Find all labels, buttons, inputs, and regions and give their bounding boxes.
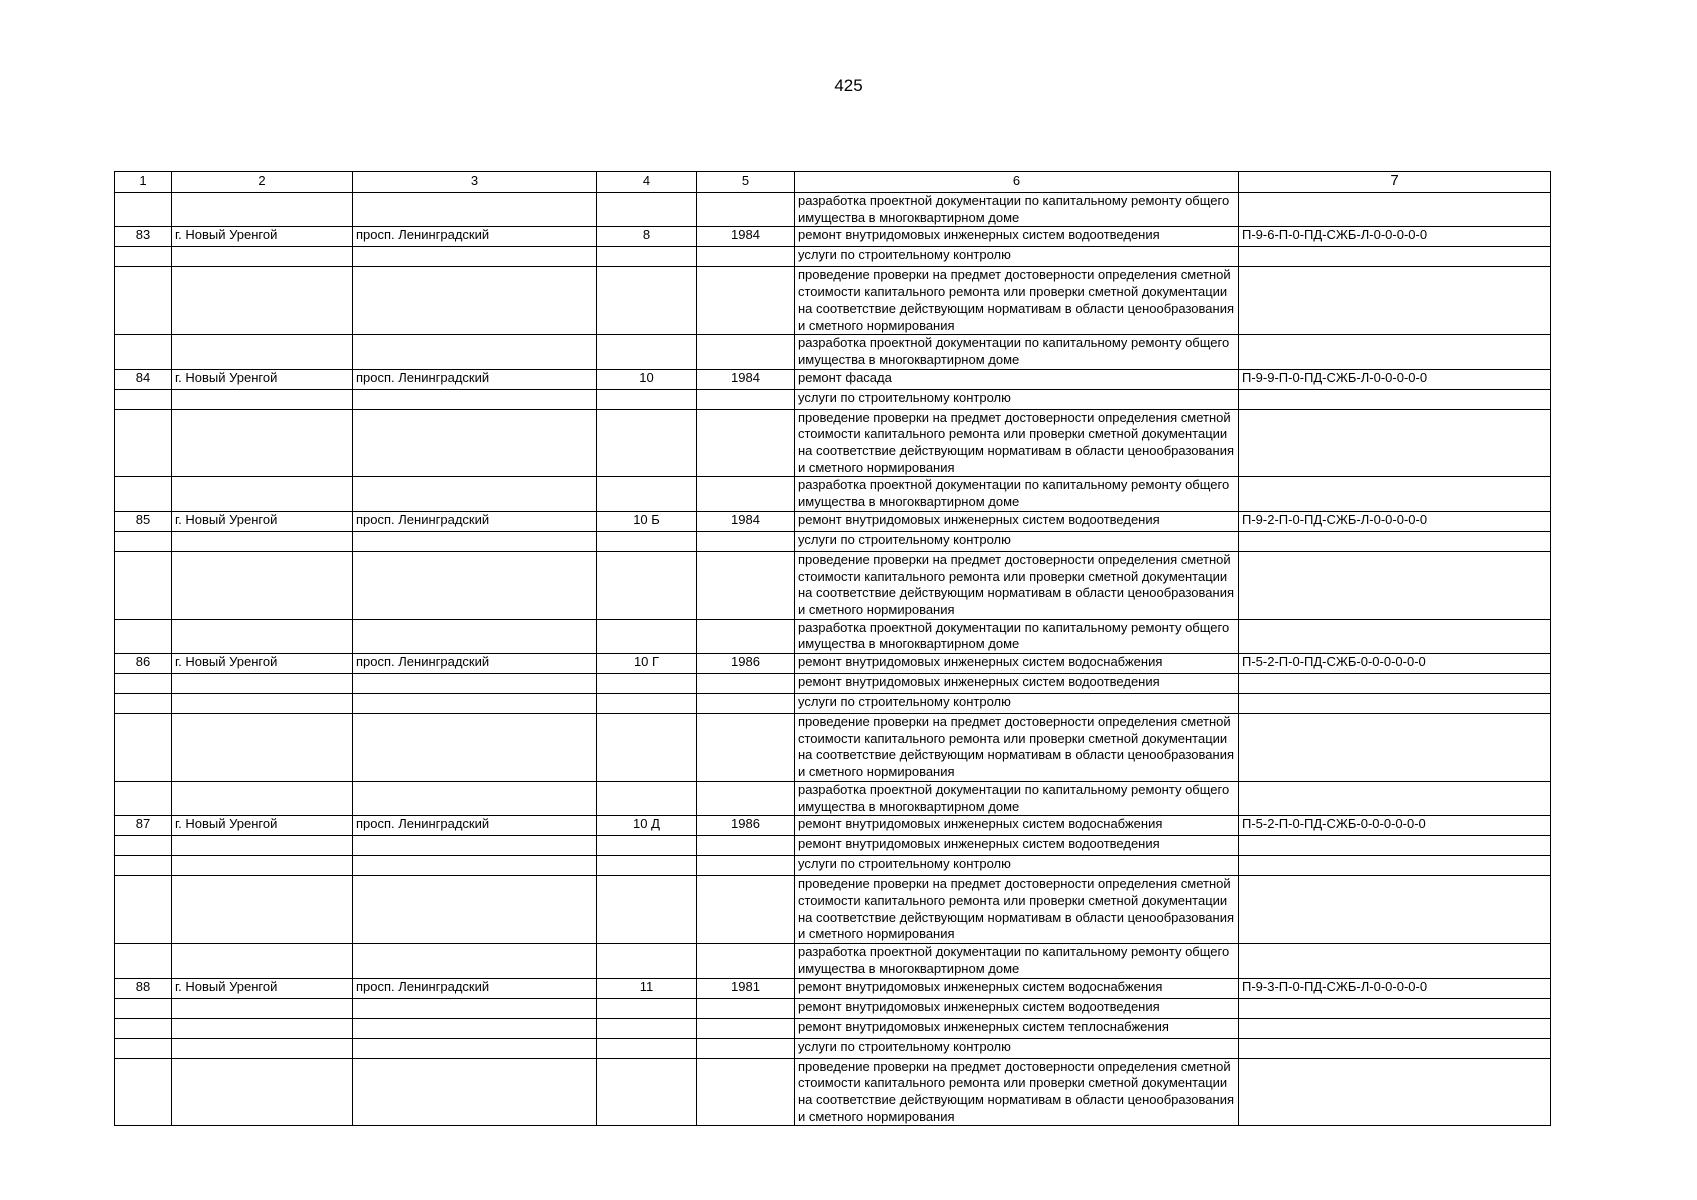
house-number-cell bbox=[597, 409, 697, 477]
table-row bbox=[115, 1018, 1551, 1038]
row-number bbox=[115, 267, 172, 335]
house-number-cell bbox=[597, 551, 697, 619]
year-cell bbox=[697, 836, 795, 856]
table-row bbox=[115, 531, 1551, 551]
house-number-cell bbox=[597, 998, 697, 1018]
house-number-cell bbox=[597, 1038, 697, 1058]
row-number: 84 bbox=[115, 369, 172, 389]
code-cell bbox=[1239, 551, 1551, 619]
row-number bbox=[115, 531, 172, 551]
year-cell: 1984 bbox=[697, 511, 795, 531]
city-cell bbox=[172, 714, 353, 782]
house-number-cell: 10 Б bbox=[597, 511, 697, 531]
column-header: 1 bbox=[115, 172, 172, 193]
city-cell: г. Новый Уренгой bbox=[172, 369, 353, 389]
table-row bbox=[115, 856, 1551, 876]
code-cell bbox=[1239, 619, 1551, 653]
street-cell bbox=[353, 247, 597, 267]
year-cell bbox=[697, 876, 795, 944]
work-type-cell: услуги по строительному контролю bbox=[795, 389, 1239, 409]
work-type-cell: услуги по строительному контролю bbox=[795, 247, 1239, 267]
house-number-cell bbox=[597, 531, 697, 551]
work-type-cell: ремонт внутридомовых инженерных систем водоотведения bbox=[795, 511, 1239, 531]
code-cell bbox=[1239, 267, 1551, 335]
table-row bbox=[115, 694, 1551, 714]
street-cell: просп. Ленинградский bbox=[353, 511, 597, 531]
table-row bbox=[115, 654, 1551, 674]
code-cell bbox=[1239, 876, 1551, 944]
street-cell bbox=[353, 781, 597, 815]
column-header: 3 bbox=[353, 172, 597, 193]
year-cell bbox=[697, 247, 795, 267]
table-row bbox=[115, 978, 1551, 998]
city-cell bbox=[172, 551, 353, 619]
row-number bbox=[115, 714, 172, 782]
year-cell bbox=[697, 619, 795, 653]
row-number bbox=[115, 619, 172, 653]
work-type-cell: проведение проверки на предмет достоверности определения сметной стоимости капитального ремонта или проверки сметной документации на соответствие действующим нормативам в области ценообразования и сметного нормирования bbox=[795, 876, 1239, 944]
code-cell bbox=[1239, 389, 1551, 409]
work-type-cell: проведение проверки на предмет достоверности определения сметной стоимости капитального ремонта или проверки сметной документации на соответствие действующим нормативам в области ценообразования и сметного нормирования bbox=[795, 551, 1239, 619]
city-cell: г. Новый Уренгой bbox=[172, 816, 353, 836]
table-row bbox=[115, 1058, 1551, 1126]
year-cell: 1984 bbox=[697, 227, 795, 247]
street-cell bbox=[353, 1018, 597, 1038]
table-row bbox=[115, 335, 1551, 369]
work-type-cell: ремонт внутридомовых инженерных систем водоотведения bbox=[795, 674, 1239, 694]
street-cell: просп. Ленинградский bbox=[353, 978, 597, 998]
column-header: 7 bbox=[1239, 172, 1551, 193]
street-cell bbox=[353, 944, 597, 978]
street-cell bbox=[353, 694, 597, 714]
city-cell bbox=[172, 267, 353, 335]
year-cell bbox=[697, 674, 795, 694]
year-cell bbox=[697, 267, 795, 335]
code-cell: П-5-2-П-0-ПД-СЖБ-0-0-0-0-0-0 bbox=[1239, 816, 1551, 836]
code-cell: П-9-9-П-0-ПД-СЖБ-Л-0-0-0-0-0 bbox=[1239, 369, 1551, 389]
code-cell: П-9-3-П-0-ПД-СЖБ-Л-0-0-0-0-0 bbox=[1239, 978, 1551, 998]
code-cell bbox=[1239, 193, 1551, 227]
city-cell bbox=[172, 1038, 353, 1058]
row-number bbox=[115, 1018, 172, 1038]
street-cell: просп. Ленинградский bbox=[353, 227, 597, 247]
street-cell bbox=[353, 1058, 597, 1126]
year-cell bbox=[697, 1058, 795, 1126]
street-cell bbox=[353, 714, 597, 782]
city-cell: г. Новый Уренгой bbox=[172, 511, 353, 531]
street-cell bbox=[353, 674, 597, 694]
house-number-cell bbox=[597, 836, 697, 856]
code-cell bbox=[1239, 856, 1551, 876]
table-row bbox=[115, 193, 1551, 227]
work-type-cell: услуги по строительному контролю bbox=[795, 694, 1239, 714]
code-cell bbox=[1239, 335, 1551, 369]
year-cell bbox=[697, 193, 795, 227]
table-row bbox=[115, 944, 1551, 978]
row-number: 88 bbox=[115, 978, 172, 998]
table-row bbox=[115, 998, 1551, 1018]
table-row bbox=[115, 227, 1551, 247]
year-cell bbox=[697, 409, 795, 477]
year-cell bbox=[697, 944, 795, 978]
work-type-cell: проведение проверки на предмет достоверности определения сметной стоимости капитального ремонта или проверки сметной документации на соответствие действующим нормативам в области ценообразования и сметного нормирования bbox=[795, 267, 1239, 335]
year-cell bbox=[697, 856, 795, 876]
table-row bbox=[115, 267, 1551, 335]
street-cell bbox=[353, 477, 597, 511]
row-number bbox=[115, 335, 172, 369]
work-type-cell: ремонт внутридомовых инженерных систем водоснабжения bbox=[795, 654, 1239, 674]
code-cell bbox=[1239, 477, 1551, 511]
city-cell bbox=[172, 477, 353, 511]
work-type-cell: услуги по строительному контролю bbox=[795, 856, 1239, 876]
city-cell bbox=[172, 781, 353, 815]
year-cell bbox=[697, 998, 795, 1018]
city-cell: г. Новый Уренгой bbox=[172, 227, 353, 247]
house-number-cell bbox=[597, 193, 697, 227]
city-cell bbox=[172, 944, 353, 978]
street-cell: просп. Ленинградский bbox=[353, 816, 597, 836]
city-cell bbox=[172, 674, 353, 694]
street-cell bbox=[353, 531, 597, 551]
table-row bbox=[115, 369, 1551, 389]
code-cell bbox=[1239, 1038, 1551, 1058]
house-number-cell: 10 Д bbox=[597, 816, 697, 836]
table-row bbox=[115, 551, 1551, 619]
street-cell bbox=[353, 335, 597, 369]
work-type-cell: разработка проектной документации по капитальному ремонту общего имущества в многоквартирном доме bbox=[795, 335, 1239, 369]
work-type-cell: ремонт внутридомовых инженерных систем водоснабжения bbox=[795, 816, 1239, 836]
row-number bbox=[115, 1058, 172, 1126]
city-cell bbox=[172, 193, 353, 227]
year-cell bbox=[697, 781, 795, 815]
year-cell bbox=[697, 1018, 795, 1038]
house-number-cell bbox=[597, 781, 697, 815]
table-row bbox=[115, 714, 1551, 782]
work-type-cell: услуги по строительному контролю bbox=[795, 531, 1239, 551]
row-number bbox=[115, 477, 172, 511]
street-cell bbox=[353, 998, 597, 1018]
code-cell bbox=[1239, 781, 1551, 815]
table-row bbox=[115, 816, 1551, 836]
code-cell bbox=[1239, 247, 1551, 267]
city-cell bbox=[172, 247, 353, 267]
row-number: 85 bbox=[115, 511, 172, 531]
street-cell bbox=[353, 267, 597, 335]
street-cell bbox=[353, 1038, 597, 1058]
work-type-cell: ремонт внутридомовых инженерных систем водоотведения bbox=[795, 227, 1239, 247]
column-header: 6 bbox=[795, 172, 1239, 193]
house-number-cell bbox=[597, 1018, 697, 1038]
code-cell bbox=[1239, 714, 1551, 782]
house-number-cell bbox=[597, 674, 697, 694]
row-number bbox=[115, 409, 172, 477]
row-number bbox=[115, 193, 172, 227]
house-number-cell bbox=[597, 247, 697, 267]
work-type-cell: разработка проектной документации по капитальному ремонту общего имущества в многоквартирном доме bbox=[795, 477, 1239, 511]
work-type-cell: ремонт внутридомовых инженерных систем водоотведения bbox=[795, 836, 1239, 856]
house-number-cell bbox=[597, 335, 697, 369]
column-header: 4 bbox=[597, 172, 697, 193]
work-type-cell: ремонт внутридомовых инженерных систем теплоснабжения bbox=[795, 1018, 1239, 1038]
header-row bbox=[115, 172, 1551, 193]
column-header: 5 bbox=[697, 172, 795, 193]
street-cell bbox=[353, 619, 597, 653]
table-row bbox=[115, 619, 1551, 653]
code-cell: П-9-2-П-0-ПД-СЖБ-Л-0-0-0-0-0 bbox=[1239, 511, 1551, 531]
row-number: 87 bbox=[115, 816, 172, 836]
city-cell bbox=[172, 619, 353, 653]
work-type-cell: разработка проектной документации по капитальному ремонту общего имущества в многоквартирном доме bbox=[795, 781, 1239, 815]
year-cell: 1986 bbox=[697, 816, 795, 836]
table-row bbox=[115, 409, 1551, 477]
year-cell bbox=[697, 335, 795, 369]
city-cell bbox=[172, 531, 353, 551]
repair-schedule-table bbox=[114, 171, 1551, 1126]
city-cell bbox=[172, 335, 353, 369]
row-number bbox=[115, 781, 172, 815]
house-number-cell bbox=[597, 876, 697, 944]
work-type-cell: разработка проектной документации по капитальному ремонту общего имущества в многоквартирном доме bbox=[795, 619, 1239, 653]
house-number-cell bbox=[597, 1058, 697, 1126]
street-cell bbox=[353, 409, 597, 477]
street-cell bbox=[353, 836, 597, 856]
house-number-cell bbox=[597, 714, 697, 782]
code-cell bbox=[1239, 674, 1551, 694]
year-cell bbox=[697, 531, 795, 551]
code-cell bbox=[1239, 836, 1551, 856]
row-number bbox=[115, 551, 172, 619]
work-type-cell: разработка проектной документации по капитальному ремонту общего имущества в многоквартирном доме bbox=[795, 193, 1239, 227]
year-cell bbox=[697, 389, 795, 409]
house-number-cell bbox=[597, 856, 697, 876]
row-number bbox=[115, 1038, 172, 1058]
city-cell bbox=[172, 876, 353, 944]
row-number bbox=[115, 247, 172, 267]
work-type-cell: ремонт внутридомовых инженерных систем водоснабжения bbox=[795, 978, 1239, 998]
city-cell: г. Новый Уренгой bbox=[172, 654, 353, 674]
table-row bbox=[115, 836, 1551, 856]
work-type-cell: ремонт внутридомовых инженерных систем водоотведения bbox=[795, 998, 1239, 1018]
row-number: 83 bbox=[115, 227, 172, 247]
house-number-cell bbox=[597, 389, 697, 409]
street-cell bbox=[353, 193, 597, 227]
year-cell: 1981 bbox=[697, 978, 795, 998]
year-cell: 1984 bbox=[697, 369, 795, 389]
house-number-cell bbox=[597, 477, 697, 511]
row-number bbox=[115, 836, 172, 856]
city-cell bbox=[172, 409, 353, 477]
table-row bbox=[115, 781, 1551, 815]
house-number-cell: 10 Г bbox=[597, 654, 697, 674]
house-number-cell: 8 bbox=[597, 227, 697, 247]
code-cell: П-9-6-П-0-ПД-СЖБ-Л-0-0-0-0-0 bbox=[1239, 227, 1551, 247]
work-type-cell: ремонт фасада bbox=[795, 369, 1239, 389]
year-cell bbox=[697, 477, 795, 511]
code-cell bbox=[1239, 944, 1551, 978]
city-cell bbox=[172, 998, 353, 1018]
code-cell bbox=[1239, 998, 1551, 1018]
house-number-cell bbox=[597, 944, 697, 978]
code-cell bbox=[1239, 694, 1551, 714]
table-row bbox=[115, 1038, 1551, 1058]
house-number-cell: 10 bbox=[597, 369, 697, 389]
row-number bbox=[115, 389, 172, 409]
table-row bbox=[115, 511, 1551, 531]
row-number bbox=[115, 674, 172, 694]
street-cell: просп. Ленинградский bbox=[353, 654, 597, 674]
house-number-cell bbox=[597, 267, 697, 335]
street-cell: просп. Ленинградский bbox=[353, 369, 597, 389]
city-cell bbox=[172, 1058, 353, 1126]
table-row bbox=[115, 477, 1551, 511]
city-cell bbox=[172, 836, 353, 856]
table-row bbox=[115, 876, 1551, 944]
code-cell bbox=[1239, 409, 1551, 477]
house-number-cell: 11 bbox=[597, 978, 697, 998]
year-cell bbox=[697, 551, 795, 619]
table-row bbox=[115, 389, 1551, 409]
work-type-cell: разработка проектной документации по капитальному ремонту общего имущества в многоквартирном доме bbox=[795, 944, 1239, 978]
row-number bbox=[115, 694, 172, 714]
city-cell bbox=[172, 856, 353, 876]
row-number bbox=[115, 876, 172, 944]
table-row bbox=[115, 247, 1551, 267]
city-cell bbox=[172, 1018, 353, 1038]
city-cell bbox=[172, 389, 353, 409]
work-type-cell: проведение проверки на предмет достоверности определения сметной стоимости капитального ремонта или проверки сметной документации на соответствие действующим нормативам в области ценообразования и сметного нормирования bbox=[795, 1058, 1239, 1126]
row-number: 86 bbox=[115, 654, 172, 674]
year-cell bbox=[697, 694, 795, 714]
house-number-cell bbox=[597, 619, 697, 653]
city-cell: г. Новый Уренгой bbox=[172, 978, 353, 998]
page-number: 425 bbox=[834, 76, 863, 95]
street-cell bbox=[353, 389, 597, 409]
street-cell bbox=[353, 551, 597, 619]
year-cell: 1986 bbox=[697, 654, 795, 674]
row-number bbox=[115, 998, 172, 1018]
year-cell bbox=[697, 714, 795, 782]
street-cell bbox=[353, 876, 597, 944]
code-cell bbox=[1239, 1058, 1551, 1126]
code-cell: П-5-2-П-0-ПД-СЖБ-0-0-0-0-0-0 bbox=[1239, 654, 1551, 674]
code-cell bbox=[1239, 1018, 1551, 1038]
city-cell bbox=[172, 694, 353, 714]
year-cell bbox=[697, 1038, 795, 1058]
table-row bbox=[115, 674, 1551, 694]
code-cell bbox=[1239, 531, 1551, 551]
house-number-cell bbox=[597, 694, 697, 714]
column-header: 2 bbox=[172, 172, 353, 193]
row-number bbox=[115, 944, 172, 978]
work-type-cell: услуги по строительному контролю bbox=[795, 1038, 1239, 1058]
row-number bbox=[115, 856, 172, 876]
work-type-cell: проведение проверки на предмет достоверности определения сметной стоимости капитального ремонта или проверки сметной документации на соответствие действующим нормативам в области ценообразования и сметного нормирования bbox=[795, 409, 1239, 477]
street-cell bbox=[353, 856, 597, 876]
work-type-cell: проведение проверки на предмет достоверности определения сметной стоимости капитального ремонта или проверки сметной документации на соответствие действующим нормативам в области ценообразования и сметного нормирования bbox=[795, 714, 1239, 782]
